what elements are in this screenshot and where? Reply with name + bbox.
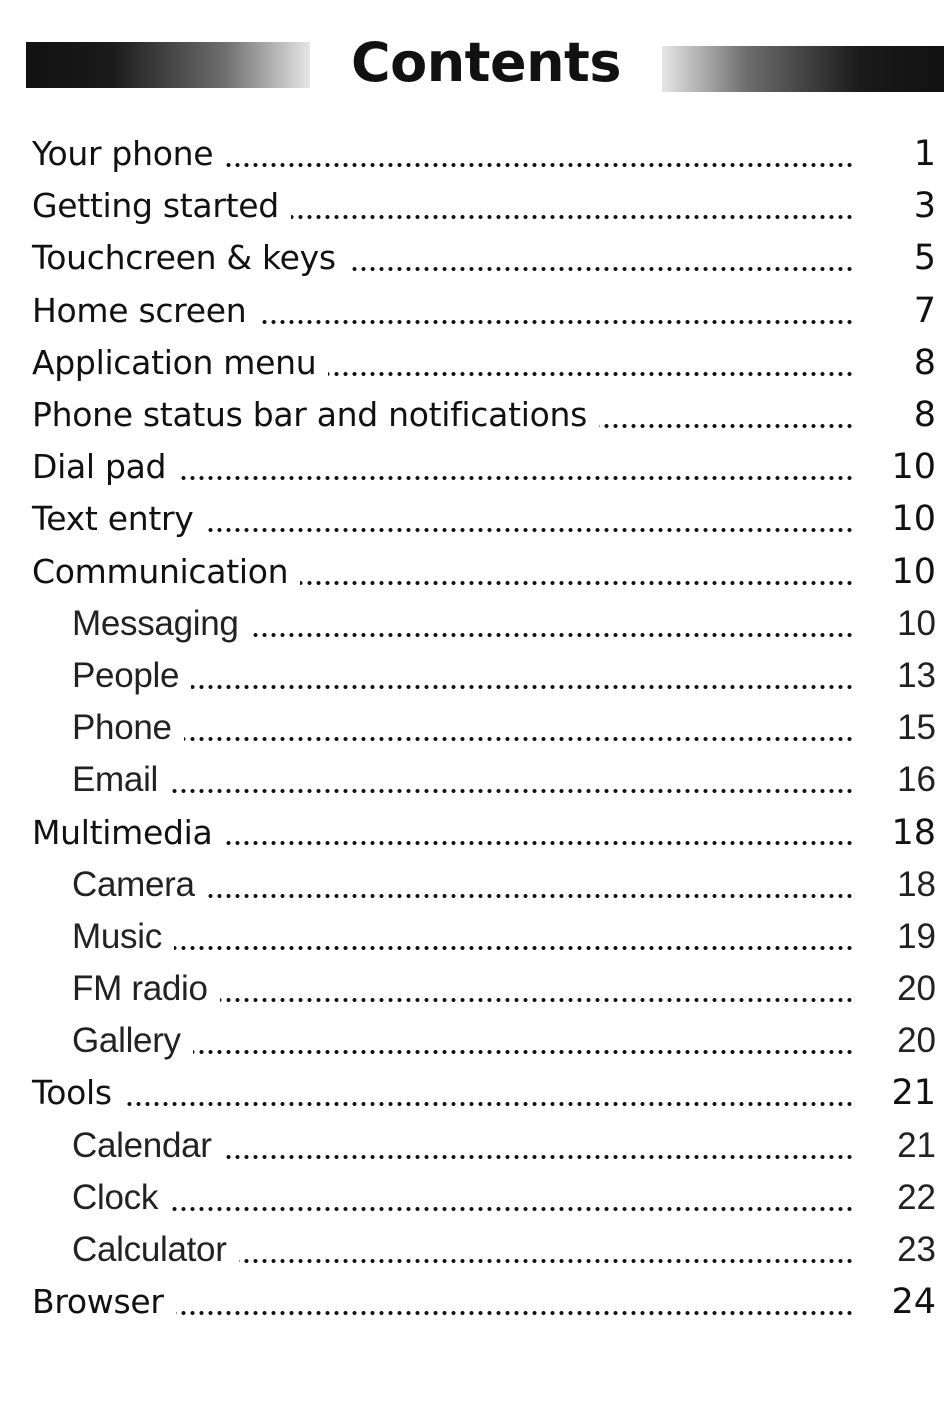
toc-entry-label: Clock: [72, 1172, 168, 1224]
toc-subentry[interactable]: [0, 1172, 950, 1224]
dot-leader: [224, 1154, 854, 1160]
toc-subentry[interactable]: [0, 911, 950, 963]
toc-entry[interactable]: [0, 1276, 950, 1328]
toc-entry[interactable]: [0, 389, 950, 441]
dot-leader: [207, 893, 854, 899]
dot-leader: [206, 527, 854, 533]
dot-leader: [193, 1049, 854, 1055]
toc-entry-page-number: 18: [891, 812, 936, 853]
toc-entry-label: Dial pad: [32, 441, 176, 493]
toc-entry[interactable]: [0, 441, 950, 493]
toc-entry-label: Getting started: [32, 180, 289, 232]
dot-leader: [251, 632, 854, 638]
toc-entry-label: Tools: [32, 1067, 122, 1119]
toc-entry-label: FM radio: [72, 963, 218, 1015]
toc-entry-label: Email: [72, 754, 168, 806]
toc-entry-page-number: 20: [897, 969, 936, 1009]
toc-subentry[interactable]: [0, 1015, 950, 1067]
toc-entry-label: People: [72, 650, 189, 702]
toc-entry-label: Phone: [72, 702, 182, 754]
dot-leader: [170, 788, 854, 794]
toc-entry-label: Browser: [32, 1276, 174, 1328]
dot-leader: [328, 371, 854, 377]
toc-entry[interactable]: [0, 180, 950, 232]
dot-leader: [184, 736, 854, 742]
toc-entry-label: Your phone: [32, 128, 223, 180]
toc-subentry[interactable]: [0, 702, 950, 754]
dot-leader: [348, 266, 854, 272]
toc-entry[interactable]: [0, 546, 950, 598]
dot-leader: [224, 840, 854, 846]
toc-entry-page-number: 1: [913, 134, 936, 175]
dot-leader: [124, 1101, 854, 1107]
toc-entry-page-number: 5: [913, 238, 936, 279]
toc-subentry[interactable]: [0, 1120, 950, 1172]
dot-leader: [599, 423, 854, 429]
toc-entry-page-number: 10: [897, 603, 936, 643]
toc-entry-page-number: 24: [891, 1282, 936, 1323]
toc-entry-label: Multimedia: [32, 807, 222, 859]
toc-entry-page-number: 13: [897, 655, 936, 695]
toc-entry-label: Touchcreen & keys: [32, 232, 346, 284]
header-gradient-bar-left: [26, 42, 310, 88]
toc-subentry[interactable]: [0, 598, 950, 650]
toc-entry-page-number: 23: [897, 1230, 936, 1270]
toc-entry-page-number: 21: [891, 1073, 936, 1114]
toc-entry-page-number: 18: [897, 864, 936, 904]
toc-entry[interactable]: [0, 285, 950, 337]
toc-entry-page-number: 8: [913, 342, 936, 383]
toc-subentry[interactable]: [0, 754, 950, 806]
toc-subentry[interactable]: [0, 859, 950, 911]
toc-entry-label: Calculator: [72, 1224, 237, 1276]
toc-entry[interactable]: [0, 1067, 950, 1119]
dot-leader: [191, 684, 854, 690]
table-of-contents: [0, 128, 950, 1328]
toc-entry[interactable]: [0, 232, 950, 284]
toc-entry-label: Calendar: [72, 1120, 222, 1172]
toc-entry-page-number: 7: [913, 290, 936, 331]
page-header: [0, 0, 950, 110]
toc-entry-label: Messaging: [72, 598, 249, 650]
dot-leader: [300, 580, 854, 586]
dot-leader: [258, 319, 854, 325]
toc-entry-page-number: 3: [913, 186, 936, 227]
toc-subentry[interactable]: [0, 963, 950, 1015]
toc-entry-page-number: 10: [891, 551, 936, 592]
dot-leader: [220, 997, 854, 1003]
toc-entry-label: Camera: [72, 859, 205, 911]
toc-entry-label: Text entry: [32, 493, 204, 545]
toc-entry-page-number: 10: [891, 447, 936, 488]
dot-leader: [176, 1310, 854, 1316]
toc-entry[interactable]: [0, 806, 950, 858]
toc-entry-label: Application menu: [32, 337, 326, 389]
toc-entry-page-number: 10: [891, 499, 936, 540]
toc-entry-page-number: 21: [897, 1125, 936, 1165]
toc-entry[interactable]: [0, 337, 950, 389]
dot-leader: [239, 1258, 854, 1264]
toc-entry-label: Music: [72, 911, 172, 963]
dot-leader: [291, 214, 854, 220]
toc-entry-label: Gallery: [72, 1015, 191, 1067]
toc-entry-page-number: 19: [897, 916, 936, 956]
dot-leader: [170, 1206, 854, 1212]
toc-entry-page-number: 22: [897, 1177, 936, 1217]
dot-leader: [174, 945, 854, 951]
page-title: Contents: [350, 31, 621, 94]
toc-entry[interactable]: [0, 128, 950, 180]
toc-entry[interactable]: [0, 493, 950, 545]
toc-entry-page-number: 16: [897, 760, 936, 800]
header-gradient-bar-right: [662, 46, 944, 92]
toc-subentry[interactable]: [0, 650, 950, 702]
toc-entry-page-number: 20: [897, 1021, 936, 1061]
toc-entry-page-number: 15: [897, 708, 936, 748]
toc-subentry[interactable]: [0, 1224, 950, 1276]
toc-entry-label: Communication: [32, 546, 298, 598]
toc-entry-label: Phone status bar and notifications: [32, 389, 597, 441]
dot-leader: [178, 475, 854, 481]
toc-entry-page-number: 8: [913, 395, 936, 436]
toc-entry-label: Home screen: [32, 285, 256, 337]
dot-leader: [225, 162, 854, 168]
